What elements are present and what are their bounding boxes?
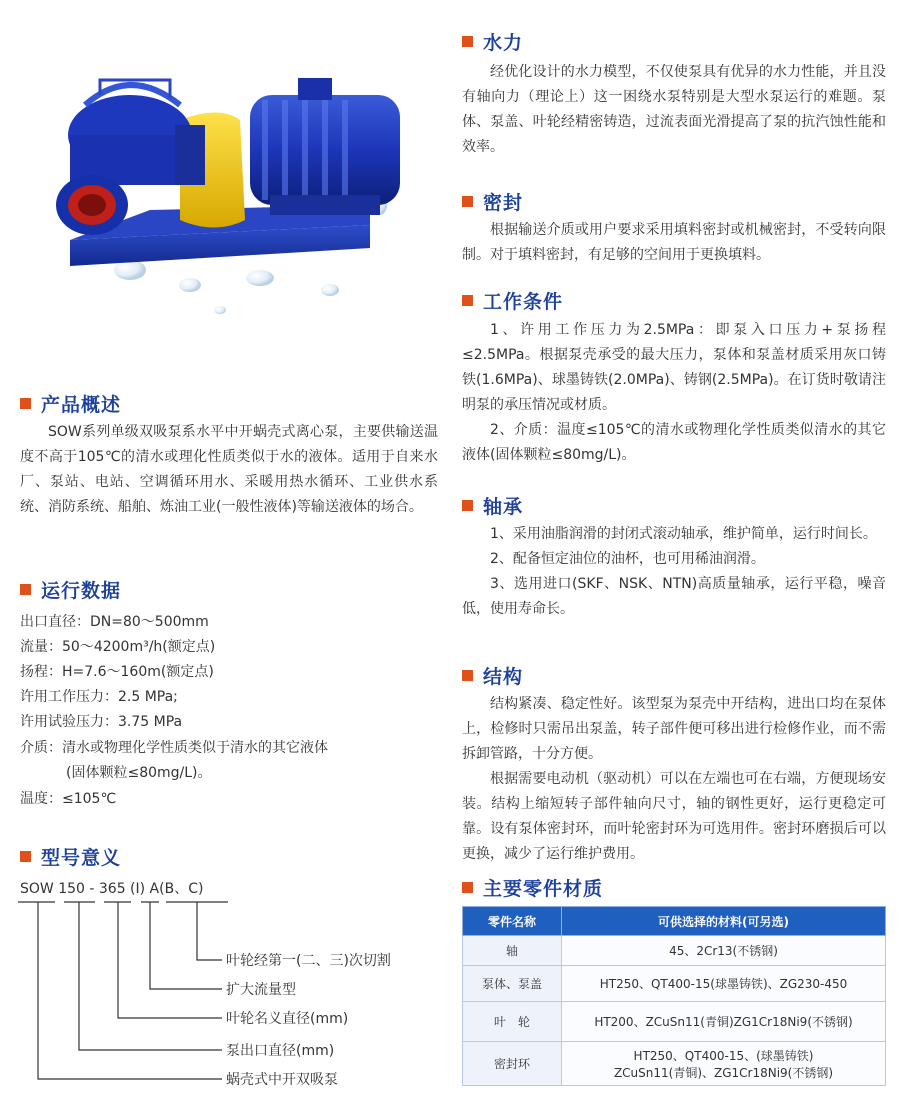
bearings-title: 轴承 [462,492,523,519]
working-conditions-title: 工作条件 [462,287,563,314]
spec-work-pressure: 许用工作压力：2.5 MPa; [20,689,178,705]
spec-outlet: 出口直径：DN=80～500mm [20,614,209,630]
spec-flow: 流量：50～4200m³/h(额定点) [20,639,216,655]
spec-head: 扬程：H=7.6～160m(额定点) [20,664,214,680]
material-line: HT250、QT400-15、(球墨铸铁) [633,1048,814,1063]
spec-medium-note: (固体颗粒≤80mg/L)。 [66,765,212,781]
table-row [463,936,886,966]
material-cell [562,1042,886,1086]
table-row [463,1042,886,1086]
square-bullet-icon [462,882,473,893]
square-bullet-icon [20,584,31,595]
part-cell: 轴 [463,936,562,966]
overview-text: SOW系列单级双吸泵系水平中开蜗壳式离心泵，主要供输送温度不高于105℃的清水或理化性质类似于水的液体。适用于自来水厂、泵站、电站、空调循环用水、采暖用热水循环、工业供水系统、消防系统、船舶、炼油工业(一般性液体)等输送液体的场合。 [20,424,438,515]
structure-title: 结构 [462,662,523,689]
spec-test-pressure: 许用试验压力：3.75 MPa [20,714,183,730]
table-header-row [463,907,886,936]
header-part: 零件名称 [463,907,562,936]
operating-data-title: 运行数据 [20,576,121,603]
hydraulics-text: 经优化设计的水力模型，不仅使泵具有优异的水力性能，并且没有轴向力（理论上）这一困绕水泵特别是大型水泵运行的难题。泵体、泵盖、叶轮经精密铸造，过流表面光滑提高了泵的抗汽蚀性能和效率。 [462,64,886,155]
hydraulics-title: 水力 [462,28,523,55]
part-cell: 叶 轮 [463,1002,562,1042]
square-bullet-icon [20,851,31,862]
model-label-type: 蜗壳式中开双吸泵 [226,1072,338,1088]
square-bullet-icon [20,398,31,409]
material-line: ZCuSn11(青铜)、ZG1Cr18Ni9(不锈钢) [613,1065,834,1080]
table-row [463,1002,886,1042]
part-cell: 泵体、泵盖 [463,966,562,1002]
model-label-flow: 扩大流量型 [226,982,296,998]
materials-title: 主要零件材质 [462,874,603,901]
spec-medium: 介质：清水或物理化学性质类似于清水的其它液体 [20,740,328,756]
structure-text: 结构紧凑、稳定性好。该型泵为泵壳中开结构，进出口均在泵体上，检修时只需吊出泵盖，转子部件便可移出进行检修作业，而不需拆卸管路，十分方便。 根据需要电动机（驱动机）可以在左端也可在右端，方便现场安装。结构上缩短转子部件轴向尺寸，轴的钢性更好，运行更稳定可靠。设有泵体密封环，而叶轮密封环为可选用件。密封环磨损后可以更换，减少了运行维护费用。 [462,696,886,862]
square-bullet-icon [462,196,473,207]
material-cell: HT250、QT400-15(球墨铸铁)、ZG230-450 [562,966,886,1002]
model-label-impeller: 叶轮名义直径(mm) [226,1011,349,1027]
pump-illustration [30,10,430,370]
model-label-outlet: 泵出口直径(mm) [226,1043,335,1059]
spec-temperature: 温度：≤105℃ [20,791,117,807]
overview-title: 产品概述 [20,390,121,417]
working-conditions-text: 1、许用工作压力为2.5MPa：即泵入口压力+泵扬程≤2.5MPa。根据泵壳承受的最大压力，泵体和泵盖材质采用灰口铸铁(1.6MPa)、球墨铸铁(2.0MPa)、铸钢(2.5MPa)。在订货时敬请注明泵的承压情况或材质。 2、介质：温度≤105℃的清水或物理化学性质类似清水的其它液体(固体颗粒≤80mg/L)。 [462,322,886,463]
header-material: 可供选择的材料(可另选) [562,907,886,936]
model-code: SOW 150 - 365 (I) A(B、C) [20,881,204,897]
model-label-cut: 叶轮经第一(二、三)次切割 [226,953,391,969]
square-bullet-icon [462,670,473,681]
bearings-text: 1、采用油脂润滑的封闭式滚动轴承，维护简单，运行时间长。 2、配备恒定油位的油杯，也可用稀油润滑。 3、选用进口(SKF、NSK、NTN)高质量轴承，运行平稳，噪音低，使用寿命长。 [462,526,886,617]
model-diagram-lines [0,890,440,1090]
square-bullet-icon [462,500,473,511]
square-bullet-icon [462,295,473,306]
table-row [463,966,886,1002]
material-cell: HT200、ZCuSn11(青铜)ZG1Cr18Ni9(不锈钢) [562,1002,886,1042]
model-meaning-title: 型号意义 [20,843,121,870]
square-bullet-icon [462,36,473,47]
sealing-title: 密封 [462,188,523,215]
materials-table [462,906,886,1086]
material-cell: 45、2Cr13(不锈钢) [562,936,886,966]
sealing-text: 根据输送介质或用户要求采用填料密封或机械密封，不受转向限制。对于填料密封，有足够的空间用于更换填料。 [462,222,886,263]
part-cell: 密封环 [463,1042,562,1086]
